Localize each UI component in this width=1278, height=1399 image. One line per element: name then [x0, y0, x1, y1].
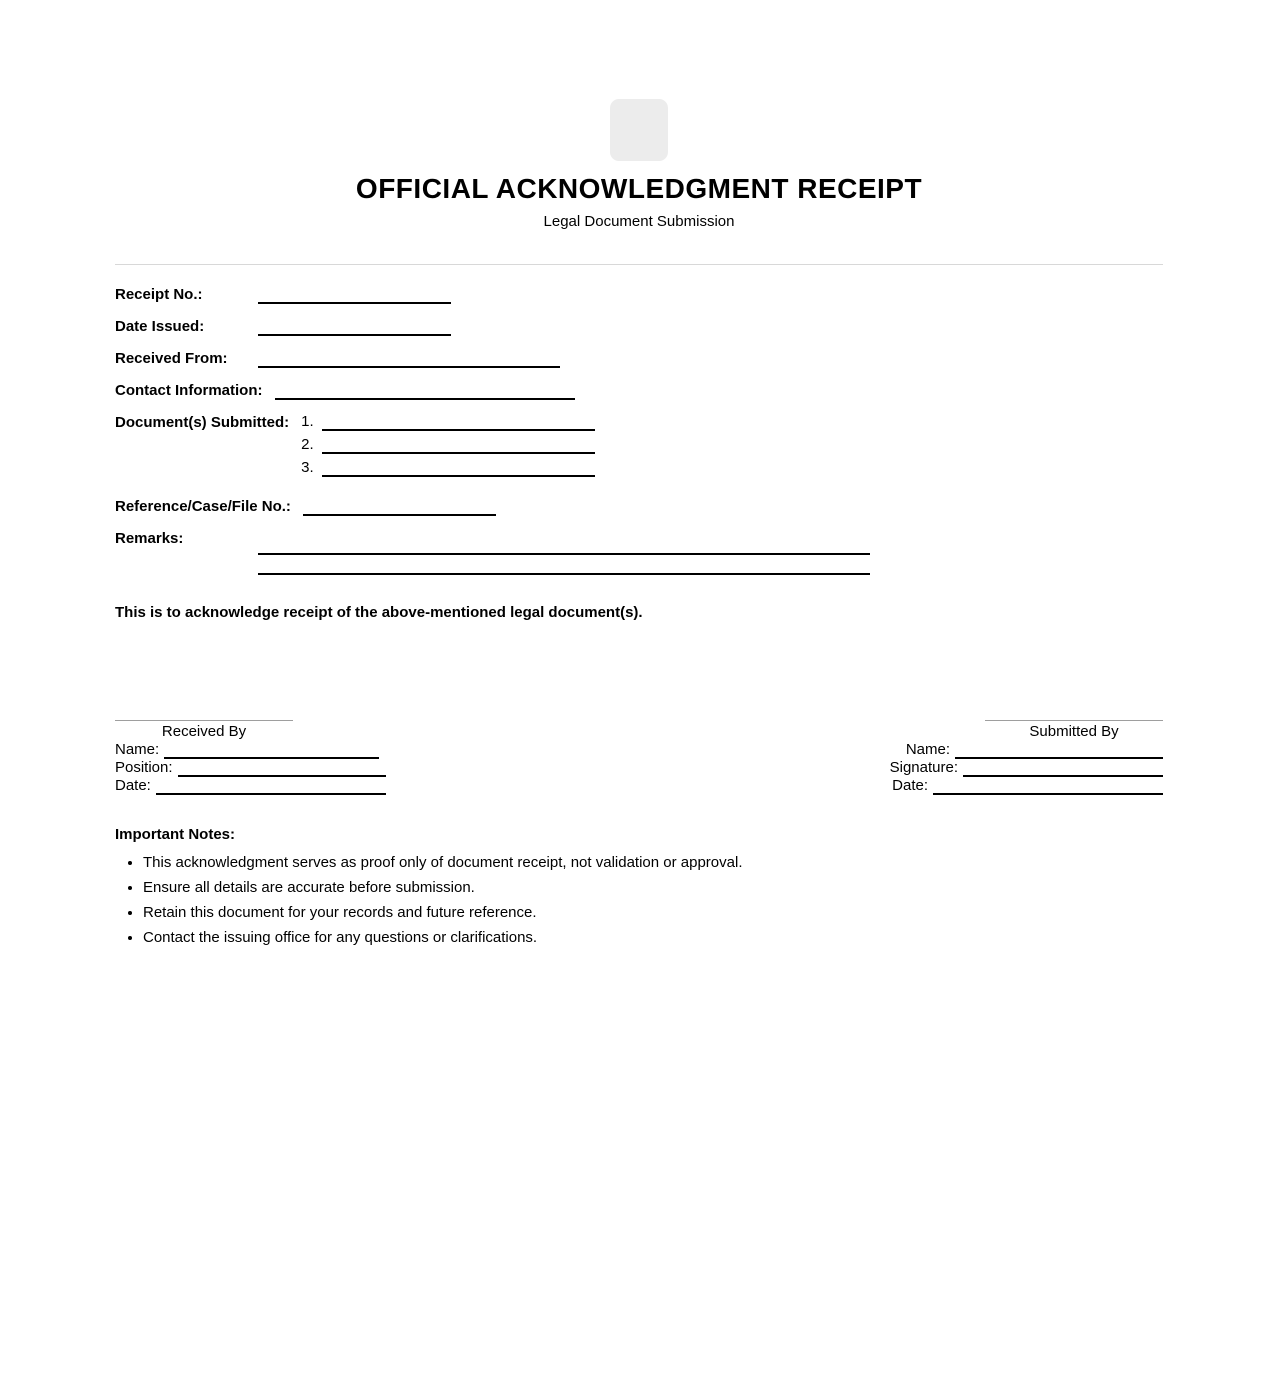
date-issued-label: Date Issued: — [115, 318, 205, 335]
important-notes-list — [115, 854, 1163, 947]
receipt-no-blank-line — [258, 288, 451, 304]
submitted-by-date-blank-line — [933, 781, 1163, 795]
received-from-label: Received From: — [115, 350, 228, 367]
remarks-row — [115, 529, 1163, 575]
submitted-by-signature-label: Signature: — [889, 759, 958, 776]
document-item-2-number: 2. — [301, 436, 314, 453]
received-by-position-blank-line — [178, 763, 386, 777]
note-item: • Ensure all details are accurate before submission. — [143, 879, 1163, 897]
remarks-blank-line-1 — [258, 539, 870, 555]
documents-submitted-row — [115, 413, 1163, 477]
document-item-3-blank-line — [322, 461, 595, 477]
received-by-date-row — [115, 777, 386, 795]
header-divider — [115, 264, 1163, 265]
submitted-by-date-label: Date: — [892, 777, 928, 794]
received-by-position-row — [115, 759, 386, 777]
receipt-no-label: Receipt No.: — [115, 286, 203, 303]
submitted-by-name-row — [890, 741, 1163, 759]
submitted-by-name-label: Name: — [905, 741, 950, 758]
page-subtitle: Legal Document Submission — [543, 213, 735, 230]
received-by-position-label: Position: — [115, 759, 173, 776]
remarks-label: Remarks: — [115, 530, 184, 547]
contact-information-label: Contact Information: — [115, 382, 263, 399]
signature-section — [115, 720, 1163, 795]
submitted-by-name-blank-line — [955, 745, 1163, 759]
receipt-no-row — [115, 285, 1163, 304]
page-title: OFFICIAL ACKNOWLEDGMENT RECEIPT — [355, 173, 923, 204]
remarks-blank-line-2 — [258, 559, 870, 575]
important-notes-title: Important Notes: — [115, 826, 235, 843]
acknowledgment-statement: This is to acknowledge receipt of the above-mentioned legal document(s). — [115, 604, 643, 621]
document-item-2-blank-line — [322, 438, 595, 454]
received-from-blank-line — [258, 352, 560, 368]
document-item-1 — [301, 413, 595, 431]
received-by-date-label: Date: — [115, 777, 151, 794]
date-issued-row — [115, 317, 1163, 336]
submitted-by-signature-row — [890, 759, 1163, 777]
received-by-date-blank-line — [156, 781, 386, 795]
received-by-signature-line: Received By — [115, 720, 293, 741]
received-by-name-blank-line — [164, 745, 379, 759]
submitted-by-signature-blank-line — [963, 763, 1163, 777]
logo-placeholder — [610, 99, 668, 161]
remarks-blank-lines — [258, 539, 870, 575]
reference-no-blank-line — [303, 500, 496, 516]
document-item-1-number: 1. — [301, 413, 314, 430]
note-item: • Retain this document for your records and future reference. — [143, 904, 1163, 922]
document-item-1-blank-line — [322, 415, 595, 431]
important-notes-section — [115, 825, 1163, 947]
note-item: • Contact the issuing office for any questions or clarifications. — [143, 929, 1163, 947]
received-by-name-row — [115, 741, 386, 759]
documents-submitted-label: Document(s) Submitted: — [115, 414, 290, 431]
submitted-by-block — [890, 720, 1163, 795]
documents-submitted-list — [301, 413, 595, 477]
contact-information-row — [115, 381, 1163, 400]
form-fields — [115, 285, 1163, 575]
reference-no-row — [115, 497, 1163, 516]
received-from-row — [115, 349, 1163, 368]
received-by-block — [115, 720, 386, 795]
document-item-3 — [301, 459, 595, 477]
document-item-3-number: 3. — [301, 459, 314, 476]
document-item-2 — [301, 436, 595, 454]
receipt-document — [0, 99, 1278, 1399]
reference-no-label: Reference/Case/File No.: — [115, 498, 291, 515]
submitted-by-date-row — [890, 777, 1163, 795]
contact-information-blank-line — [275, 384, 575, 400]
received-by-name-label: Name: — [115, 741, 160, 758]
submitted-by-signature-line: Submitted By — [985, 720, 1163, 741]
note-item: • This acknowledgment serves as proof only of document receipt, not validation or approval. — [143, 854, 1163, 872]
date-issued-blank-line — [258, 320, 451, 336]
